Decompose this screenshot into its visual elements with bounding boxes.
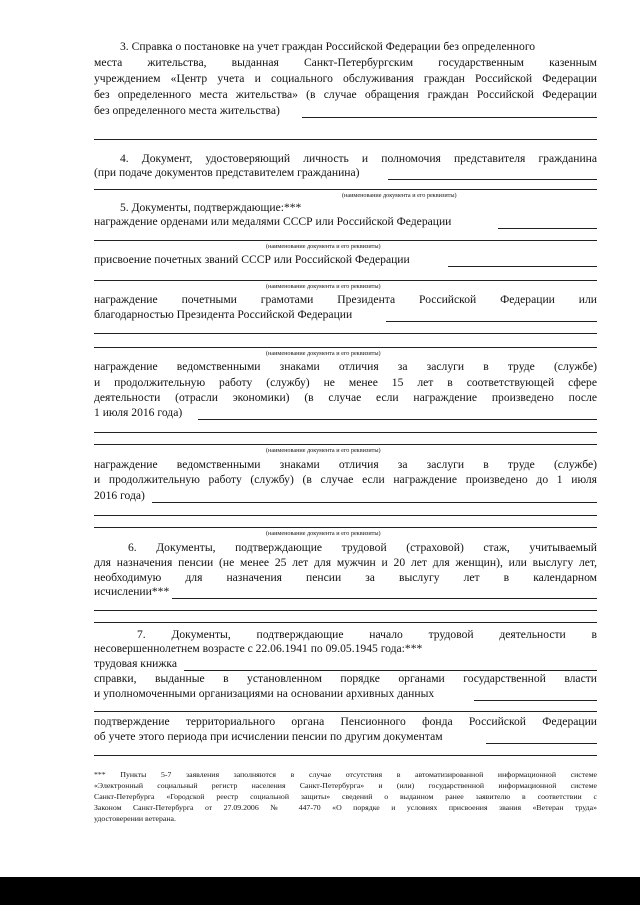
section-5-item-5-line-2: и продолжительную работу (службу) (в случае если награждение произведено до 1 июля [94, 473, 597, 486]
section-4-line-1: 4. Документ, удостоверяющий личность и полномочия представителя гражданина [120, 152, 597, 165]
section-5-item-3-fill[interactable] [94, 333, 597, 334]
section-5-item-3-line-1: награждение почетными грамотами Президента Российской Федерации или [94, 293, 597, 306]
footnote-line-2: «Электронный социальный регистр населения Санкт-Петербурга» и (или) государственной информационной системе [94, 781, 597, 790]
section-5-item-2-fill[interactable] [94, 280, 597, 281]
section-7-item-3-line-1: подтверждение территориального органа Пенсионного фонда Российской Федерации [94, 715, 597, 728]
section-3-line-1: 3. Справка о постановке на учет граждан Российской Федерации без определенного [120, 40, 536, 53]
document-caption: (наименование документа и его реквизиты) [266, 530, 381, 537]
section-7-item-3-line-2: об учете этого периода при исчислении пенсии по другим документам [94, 730, 443, 743]
section-6-line-3: необходимую для назначения пенсии за выслугу лет в календарном [94, 571, 597, 584]
section-4-line-2: (при подаче документов представителем гражданина) [94, 166, 360, 179]
section-5-item-5-fill[interactable] [94, 527, 597, 528]
section-5-item-3-line-2: благодарностью Президента Российской Федерации [94, 308, 353, 321]
document-caption: (наименование документа и его реквизиты) [266, 243, 381, 250]
section-5-item-2: присвоение почетных званий СССР или Российской Федерации [94, 253, 410, 266]
section-5-item-4-fill[interactable] [94, 432, 597, 433]
document-caption: (наименование документа и его реквизиты) [266, 447, 381, 454]
footnote-line-3: Санкт-Петербурга «Городской реестр социальной защиты» сведений о выданном ранее заявителю в соответствии с [94, 792, 597, 801]
section-5-item-1-fill[interactable] [94, 240, 597, 241]
section-3-line-4: без определенного места жительства» (в случае обращения граждан Российской Федерации [94, 88, 597, 101]
section-6-fill[interactable] [172, 598, 597, 599]
section-4-fill-line[interactable] [388, 179, 597, 180]
section-7-item-3-fill[interactable] [486, 743, 597, 744]
section-5-item-5-line-3: 2016 года) [94, 489, 145, 502]
section-4-fill-line[interactable] [94, 189, 597, 190]
section-6-line-1: 6. Документы, подтверждающие трудовой (страховой) стаж, учитываемый [128, 541, 597, 554]
footnote-line-4: Законом Санкт-Петербурга от 27.09.2006 № 447-70 «О порядке и условиях присвоения звания «Ветеран труда» [94, 803, 597, 812]
scan-border [0, 877, 640, 905]
section-3-fill-line[interactable] [302, 117, 597, 118]
section-5-item-4-line-3: деятельности (отрасли экономики) (в случае если награждение произведено после [94, 391, 597, 404]
footnote-line-1: *** Пункты 5-7 заявления заполняются в случае отсутствия в автоматизированной информационной системе [94, 770, 597, 779]
section-5-item-1-fill[interactable] [498, 228, 597, 229]
section-5-heading: 5. Документы, подтверждающие:*** [120, 201, 302, 214]
section-3-line-2: места жительства, выданная Санкт-Петербургским государственным казенным [94, 56, 597, 69]
section-5-item-4-fill[interactable] [94, 444, 597, 445]
document-caption: (наименование документа и его реквизиты) [266, 283, 381, 290]
section-3-line-5: без определенного места жительства) [94, 104, 280, 117]
section-5-item-5-fill[interactable] [152, 502, 597, 503]
section-7-item-1-fill[interactable] [184, 670, 597, 671]
section-5-item-1: награждение орденами или медалями СССР или Российской Федерации [94, 215, 452, 228]
section-6-line-2: для назначения пенсии (не менее 25 лет для мужчин и 20 лет для женщин), или выслугу лет, [94, 556, 597, 569]
section-5-item-4-line-4: 1 июля 2016 года) [94, 406, 183, 419]
section-7-line-1: 7. Документы, подтверждающие начало трудовой деятельности в [137, 628, 597, 641]
section-7-item-2-line-1: справки, выданные в установленном порядке органами государственной власти [94, 672, 597, 685]
section-5-item-5-line-1: награждение ведомственными знаками отличия за заслуги в труде (службе) [94, 458, 597, 471]
document-caption: (наименование документа и его реквизиты) [266, 350, 381, 357]
section-3-fill-line[interactable] [94, 139, 597, 140]
section-6-line-4: исчислении*** [94, 585, 170, 598]
section-5-item-4-fill[interactable] [198, 419, 597, 420]
section-5-item-5-fill[interactable] [94, 515, 597, 516]
section-5-item-3-fill[interactable] [386, 321, 597, 322]
section-5-item-2-fill[interactable] [448, 266, 597, 267]
section-7-item-3-fill[interactable] [94, 755, 597, 756]
section-7-item-2-fill[interactable] [474, 700, 597, 701]
section-5-item-3-fill[interactable] [94, 347, 597, 348]
footnote-line-5: удостоверении ветерана. [94, 814, 176, 823]
section-5-item-4-line-1: награждение ведомственными знаками отличия за заслуги в труде (службе) [94, 360, 597, 373]
section-7-item-1: трудовая книжка [94, 657, 177, 670]
section-6-fill[interactable] [94, 610, 597, 611]
section-6-fill[interactable] [94, 622, 597, 623]
section-5-item-4-line-2: и продолжительную работу (службу) не менее 15 лет в соответствующей сфере [94, 376, 597, 389]
section-3-line-3: учреждением «Центр учета и социального обслуживания граждан Российской Федерации [94, 72, 597, 85]
section-7-item-2-fill[interactable] [94, 711, 597, 712]
section-7-item-2-line-2: и уполномоченными организациями на основании архивных данных [94, 687, 435, 700]
document-caption: (наименование документа и его реквизиты) [342, 192, 457, 199]
section-7-line-2: несовершеннолетнем возрасте с 22.06.1941 по 09.05.1945 года:*** [94, 642, 423, 655]
